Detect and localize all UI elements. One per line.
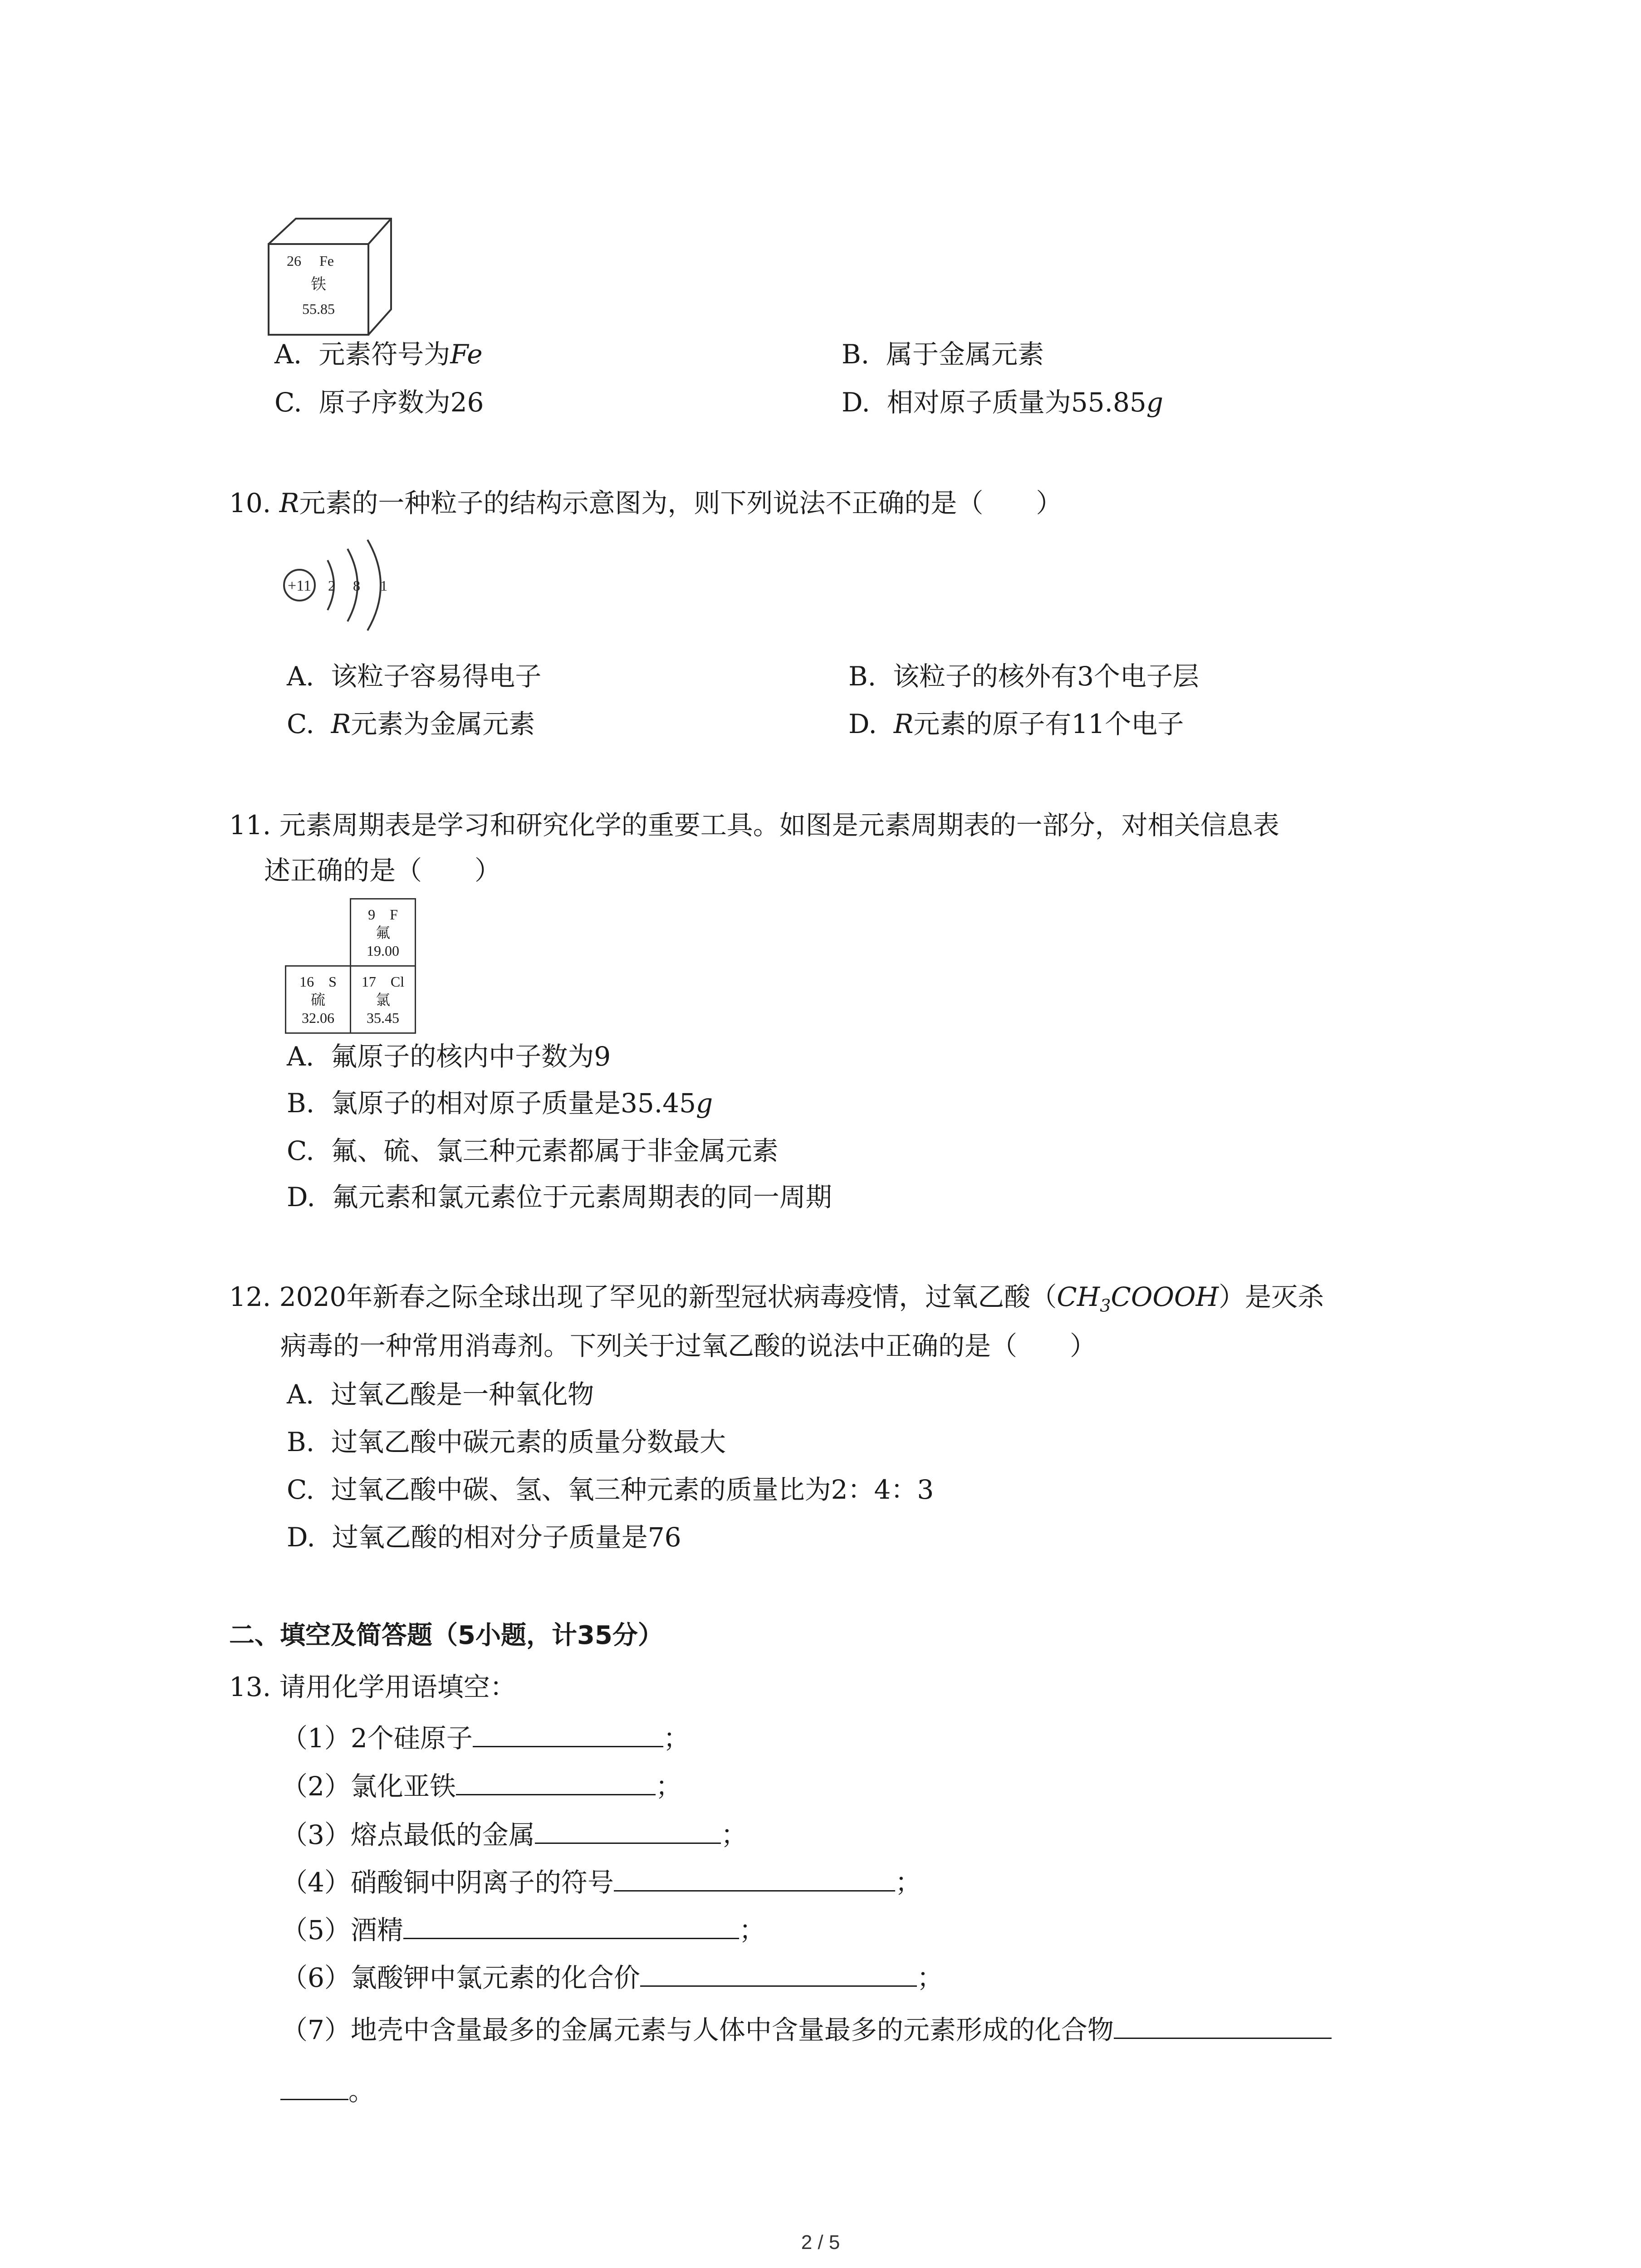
q11-option-a: A. 氟原子的核内中子数为9 [287,1041,611,1072]
fe-atomic-number: 26 [287,253,301,269]
shell-3-count: 1 [380,577,387,594]
iron-element-cube [263,213,399,340]
answer-blank-7b[interactable] [280,2075,348,2100]
q11-stem-line2: 述正确的是（ ） [264,855,501,886]
q9-option-d: D. 相对原子质量为55.85g [842,387,1163,418]
answer-blank-6[interactable] [640,1962,917,1987]
q10-option-a: A. 该粒子容易得电子 [287,661,542,692]
q11-option-c: C. 氟、硫、氯三种元素都属于非金属元素 [287,1135,779,1166]
q9-option-c: C. 原子序数为26 [274,387,484,418]
q13-item-2: （2）氯化亚铁 ； [281,1771,682,1802]
q13-item-7-cont: 。 [280,2075,375,2104]
atomic-structure-diagram [277,533,404,637]
q10-option-c: C. R元素为金属元素 [287,709,535,739]
q13-stem: 13. 请用化学用语填空： [229,1672,516,1702]
q13-item-6: （6）氯酸钾中氯元素的化合价 ； [281,1962,943,1993]
answer-blank-2[interactable] [456,1770,656,1795]
q12-stem-line1: 12. 2020年新春之际全球出现了罕见的新型冠状病毒疫情，过氧乙酸$(CH_3COOOH)$是灭杀 [229,1281,1324,1316]
answer-blank-5[interactable] [403,1914,739,1939]
cell-sulfur: 16 S 硫 32.06 [286,966,351,1033]
cell-chlorine: 17 Cl 氯 35.45 [351,966,416,1033]
answer-blank-7a[interactable] [1114,2014,1332,2039]
q10-option-b: B. 该粒子的核外有3个电子层 [848,661,1199,692]
q13-item-7: （7）地壳中含量最多的金属元素与人体中含量最多的元素形成的化合物 [281,2014,1332,2043]
cell-fluorine: 9 F 氟 19.00 [351,899,416,966]
q13-item-4: （4）硝酸铜中阴离子的符号 ； [281,1867,921,1898]
q11-option-d: D. 氟元素和氯元素位于元素周期表的同一周期 [287,1182,832,1212]
fe-symbol: Fe [319,253,334,269]
q13-item-5: （5）酒精 ； [281,1915,765,1945]
page-number: 2 / 5 [801,2231,840,2253]
section-2-title: 二、填空及简答题（5小题，计35分） [229,1621,663,1650]
q10-option-d: D. R元素的原子有11个电子 [848,709,1184,739]
nucleus-charge: +11 [288,577,311,594]
fe-atomic-mass: 55.85 [302,301,335,317]
q9-option-b: B. 属于金属元素 [842,339,1044,370]
q11-stem-line1: 11. 元素周期表是学习和研究化学的重要工具。如图是元素周期表的一部分，对相关信息表 [229,810,1279,841]
q12-option-d: D. 过氧乙酸的相对分子质量是76 [287,1522,681,1553]
q12-option-c: C. 过氧乙酸中碳、氢、氧三种元素的质量比为2：4：3 [287,1474,934,1505]
answer-blank-3[interactable] [535,1819,721,1844]
q10-stem: 10. R元素的一种粒子的结构示意图为，则下列说法不正确的是（ ） [229,488,1063,518]
periodic-table-fragment [285,898,416,1034]
shell-1-count: 2 [328,577,335,594]
answer-blank-1[interactable] [473,1722,663,1747]
q11-option-b: B. 氯原子的相对原子质量是35.45g [287,1088,713,1119]
q9-option-a: A. 元素符号为Fe [274,339,483,370]
q12-option-a: A. 过氧乙酸是一种氧化物 [287,1379,594,1410]
q13-item-1: （1）2个硅原子 ； [281,1723,690,1754]
q12-stem-line2: 病毒的一种常用消毒剂。下列关于过氧乙酸的说法中正确的是（ ） [280,1330,1097,1361]
q12-option-b: B. 过氧乙酸中碳元素的质量分数最大 [287,1427,726,1457]
fe-name: 铁 [311,276,326,293]
shell-2-count: 8 [353,577,360,594]
q13-item-3: （3）熔点最低的金属 ； [281,1819,747,1850]
answer-blank-4[interactable] [614,1867,895,1892]
peracetic-acid-formula: $CH_3COOOH$ [1057,1281,1219,1316]
